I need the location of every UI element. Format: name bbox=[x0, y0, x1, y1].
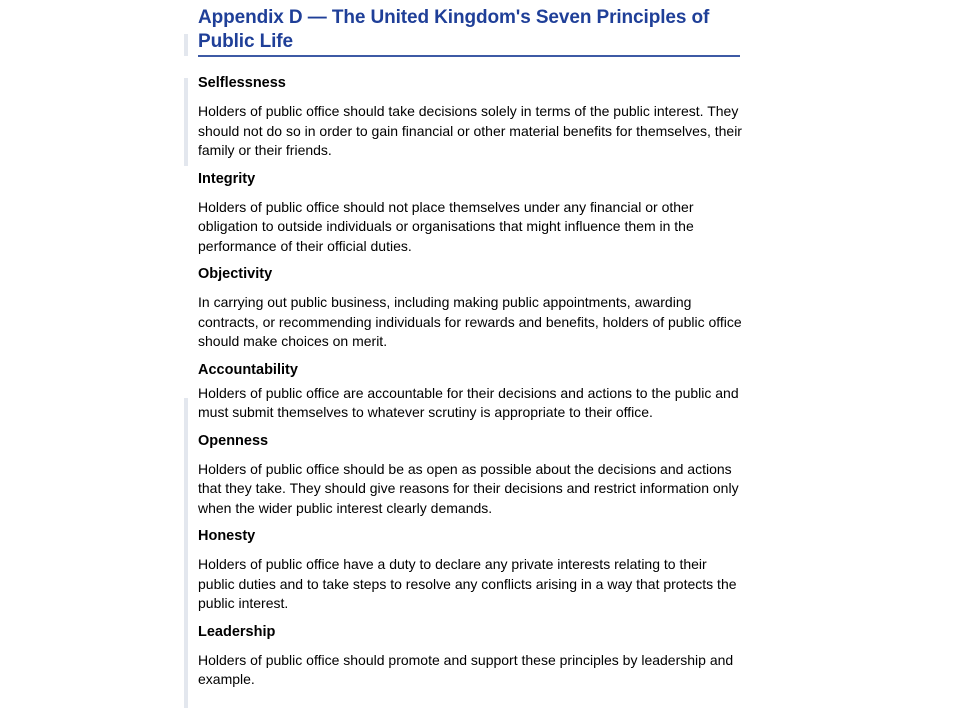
principle-description: In carrying out public business, including making public appointments, awarding contracts, or recommending individuals for rewards and benefits, holders of public office should make choices on merit. bbox=[198, 294, 742, 349]
principle-description: Holders of public office are accountable for their decisions and actions to the public and must submit themselves to whatever scrutiny is appropriate to their office. bbox=[198, 384, 739, 420]
principle-honesty bbox=[198, 526, 743, 614]
principle-heading: Objectivity bbox=[198, 266, 273, 282]
principle-heading: Openness bbox=[198, 432, 269, 449]
margin-bar bbox=[184, 398, 188, 708]
principle-heading: Honesty bbox=[198, 528, 256, 544]
principle-selflessness bbox=[198, 73, 743, 161]
principle-objectivity bbox=[198, 264, 743, 352]
principle-heading: Integrity bbox=[198, 170, 256, 187]
margin-bar bbox=[184, 78, 188, 166]
margin-bar bbox=[184, 34, 188, 56]
principle-accountability bbox=[198, 360, 743, 423]
principle-description: Holders of public office should be as open as possible about the decisions and actions that they take. They should give reasons for their decisions and restrict information only when the wider public interest clearly demands. bbox=[198, 460, 739, 516]
principle-heading: Accountability bbox=[198, 361, 298, 378]
principle-description: Holders of public office have a duty to declare any private interests relating to their public duties and to take steps to resolve any conflicts arising in a way that protects the public interest. bbox=[198, 556, 737, 611]
principle-description: Holders of public office should not place themselves under any financial or other obligation to outside individuals or organisations that might influence them in the performance of their official duties. bbox=[198, 198, 694, 254]
principle-openness bbox=[198, 431, 743, 519]
page-title: Appendix D — The United Kingdom's Seven Principles of Public Life bbox=[198, 6, 740, 57]
principle-integrity bbox=[198, 169, 743, 257]
principle-leadership bbox=[198, 622, 743, 690]
principle-description: Holders of public office should take decisions solely in terms of the public interest. They should not do so in order to gain financial or other material benefits for themselves, their family or their friends. bbox=[198, 103, 742, 158]
principle-heading: Leadership bbox=[198, 623, 276, 640]
principle-description: Holders of public office should promote and support these principles by leadership and example. bbox=[198, 651, 734, 687]
principle-heading: Selflessness bbox=[198, 75, 286, 91]
principles-list bbox=[198, 73, 743, 690]
document-content bbox=[198, 6, 743, 690]
